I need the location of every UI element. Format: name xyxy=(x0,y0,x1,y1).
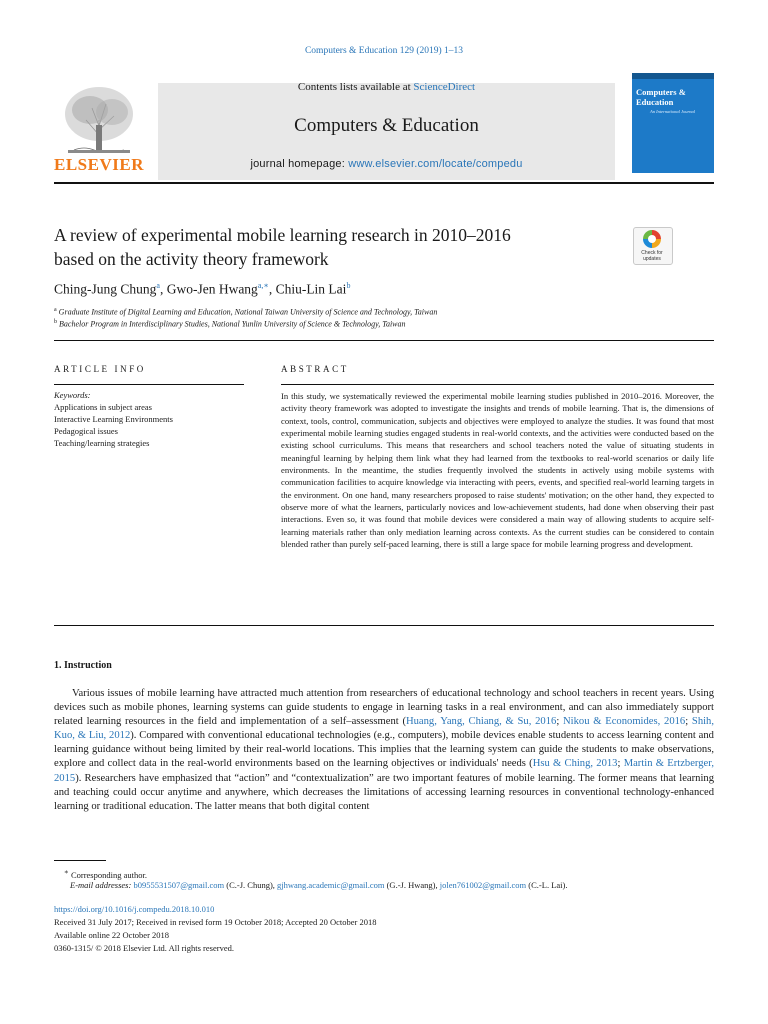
body-paragraph: Various issues of mobile learning have attracted much attention from researchers of educational technology and school teachers in recent years. Using devices such as mobile phones, learning systems can guide students to engage in learning tasks in a real environment, and can also immediately support related learning resources in the field and implementation of a self–assessment (Huang, Yang, Chiang, & Su, 2016; Nikou & Economides, 2016; Shih, Kuo, & Liu, 2012). Compared with conventional educational technologies (e.g., computers), mobile devices enable students to access learning content and learning guidance without being limited by their real-world locations. This implies that the learning system can guide the students to make observations, explore and collect data in the real-world environments based on the learning objectives or individuals' needs (Hsu & Ching, 2013; Martin & Ertzberger, 2015). Researchers have emphasized that “action” and “contextualization” are two important features of mobile learning. The former means that learning and teaching could occur anytime and anywhere, which decreases the limitations of accessing learning resources in conventional technology-enhanced learning or traditional education. The latter means that both digital content xyxy=(54,688,714,812)
citation-link[interactable]: Martin & Ertzberger, 2015 xyxy=(54,758,714,784)
sciencedirect-link[interactable]: ScienceDirect xyxy=(413,81,476,93)
article-info-heading: ARTICLE INFO xyxy=(54,364,146,374)
keyword-item: Teaching/learning strategies xyxy=(54,438,150,448)
section-heading: 1. Instruction xyxy=(54,660,112,671)
abstract-text: In this study, we systematically reviewed the experimental mobile learning studies published in 2010–2016. Moreover, the activity theory framework was adopted to investigate the insights and trends of mobile learning. That is, the dimensions of context, tools, control, communication, subjects and objectives were employed to analyze the studies. It was found that most experimental mobile learning studies engaged students in real-world contexts, and the activities were conducted based on the existing school curriculums. This means that researchers and school teachers noted the value of situating students in meaningful learning by helping them link what they had learned from the textbooks to real-world scenarios or daily life environments. In the meantime, the studies frequently involved the students in actively using mobile systems with communication facilities to acquire knowledge via interacting with peers, events, and specified real-world learning targets in the environment. On one hand, many researchers proposed to raise students' motivation; on the other hand, they expected to observe more of what the learners, particularly novices and low-achievement students, had done when observing their past interactions. Even so, it was found that mobile devices were considered a main way of allowing students to acquire self-learning materials rather than only mediation learning across contexts. As the current studies can be considered to contain blended rather than purely self-paced learning, there is still a large space for mobile learning progress and development. xyxy=(281,391,714,550)
email-link[interactable]: jolen761002@gmail.com xyxy=(439,880,527,890)
keyword-item: Applications in subject areas xyxy=(54,402,152,412)
email-link[interactable]: gjhwang.academic@gmail.com xyxy=(277,880,385,890)
abstract-rule xyxy=(281,384,714,385)
citation-link[interactable]: Nikou & Economides, 2016 xyxy=(563,716,686,728)
doi-link[interactable]: https://doi.org/10.1016/j.compedu.2018.10.010 xyxy=(54,904,215,914)
keyword-item: Interactive Learning Environments xyxy=(54,414,173,424)
available-online: Available online 22 October 2018 xyxy=(54,930,170,940)
author-name[interactable]: Gwo-Jen Hwang xyxy=(166,281,258,297)
author-affil-mark[interactable]: b xyxy=(346,281,351,290)
footnote-rule xyxy=(54,860,106,861)
cover-title: Computers & Education xyxy=(636,87,686,107)
journal-name: Computers & Education xyxy=(294,115,479,136)
citation-link[interactable]: Hsu & Ching, 2013 xyxy=(532,758,618,770)
check-updates-label: Check for updates xyxy=(641,250,663,262)
email-addresses: E-mail addresses: b0955531507@gmail.com (C.-J. Chung), gjhwang.academic@gmail.com (G.-J. Hwang), jolen761002@gmail.com (C.-L. Lai). xyxy=(70,880,568,890)
email-link[interactable]: b0955531507@gmail.com xyxy=(133,880,225,890)
keywords-label: Keywords: xyxy=(54,390,91,400)
citation-link[interactable]: Huang, Yang, Chiang, & Su, 2016 xyxy=(405,716,557,728)
copyright: 0360-1315/ © 2018 Elsevier Ltd. All rights reserved. xyxy=(54,943,234,953)
header-divider xyxy=(54,182,714,184)
corresponding-footnote: ∗ Corresponding author. xyxy=(64,868,147,880)
affiliation-divider xyxy=(54,340,714,341)
homepage-link[interactable]: www.elsevier.com/locate/compedu xyxy=(348,158,523,170)
citation-link[interactable]: Shih, Kuo, & Liu, 2012 xyxy=(54,716,714,742)
author-affil-mark[interactable]: a xyxy=(156,281,160,290)
cover-top-bar xyxy=(632,73,714,79)
journal-citation-link[interactable]: Computers & Education 129 (2019) 1–13 xyxy=(304,46,464,56)
keyword-item: Pedagogical issues xyxy=(54,426,118,436)
cover-subtitle: An International Journal xyxy=(650,109,695,114)
author-list: Ching-Jung Chung$^a$, Gwo-Jen Hwang$^{a,∗}$, Chiu-Lin Lai$^b$ xyxy=(54,281,351,297)
publisher-wordmark: ELSEVIER xyxy=(54,155,144,174)
author-affil-mark[interactable]: a,∗ xyxy=(257,281,269,290)
author-name[interactable]: Ching-Jung Chung xyxy=(54,281,157,297)
abstract-heading: ABSTRACT xyxy=(281,364,349,374)
affiliation: $^a$ Graduate Institute of Digital Learning and Education, National Taiwan University of Science and Technology, Taiwan xyxy=(54,307,438,317)
check-updates-icon-center xyxy=(648,235,656,243)
article-title: A review of experimental mobile learning research in 2010–2016 based on the activity theory framework xyxy=(54,225,511,269)
received-dates: Received 31 July 2017; Received in revised form 19 October 2018; Accepted 20 October 2018 xyxy=(54,917,377,927)
abstract-divider xyxy=(54,625,714,626)
journal-homepage: journal homepage: www.elsevier.com/locate/compedu xyxy=(250,158,523,170)
contents-availability: Contents lists available at ScienceDirect xyxy=(297,81,476,93)
article-info-rule xyxy=(54,384,244,385)
author-name[interactable]: Chiu-Lin Lai xyxy=(275,281,347,297)
affiliation: $^b$ Bachelor Program in Interdisciplinary Studies, National Yunlin University of Science & Technology, Taiwan xyxy=(54,319,406,329)
